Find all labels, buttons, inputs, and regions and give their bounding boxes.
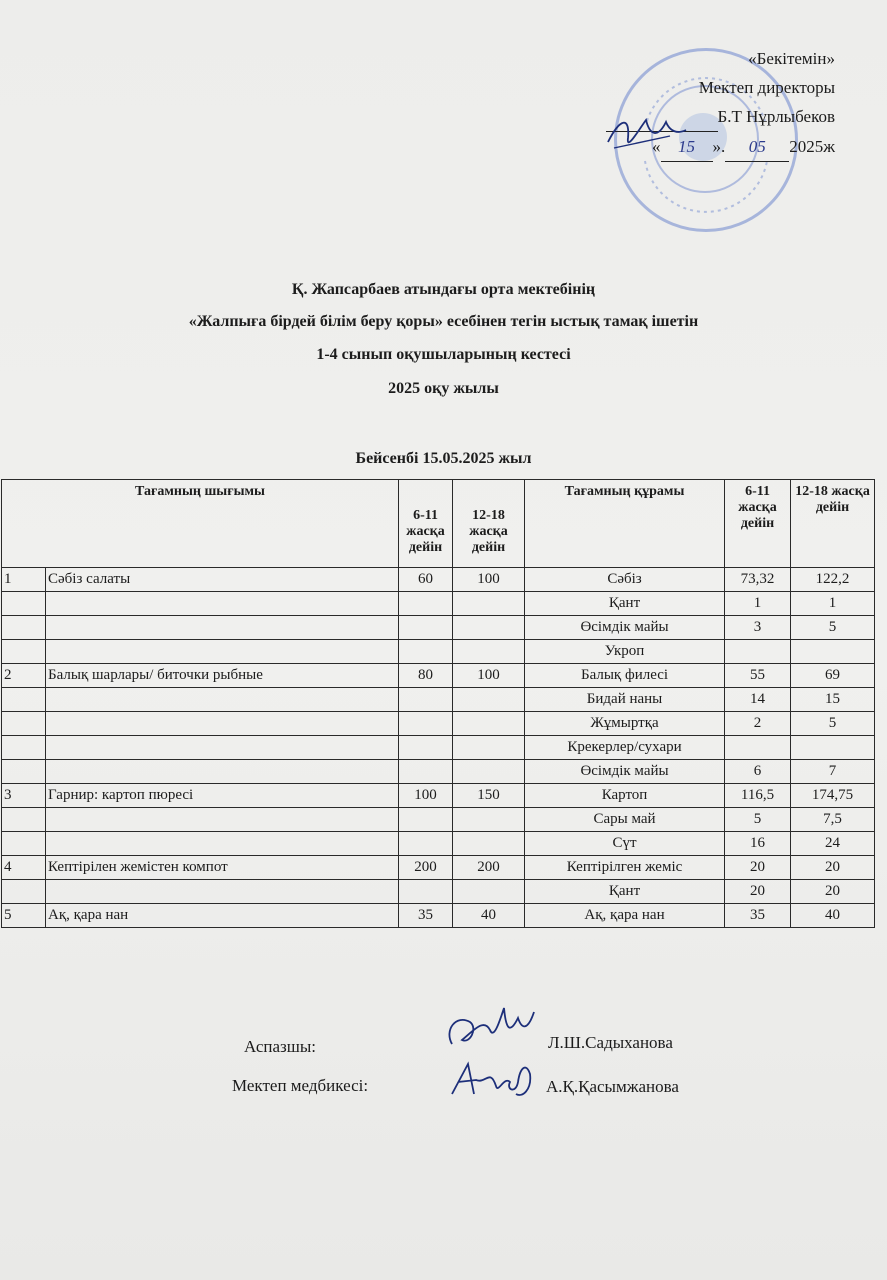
ingredient-12-18: 122,2 [791, 568, 875, 592]
cook-name: Л.Ш.Садыханова [548, 1033, 673, 1052]
cook-signature [440, 1000, 540, 1060]
empty-cell [46, 616, 399, 640]
empty-cell [399, 592, 453, 616]
date-quote-open: « [652, 137, 661, 156]
empty-cell [46, 760, 399, 784]
ingredient-6-11: 5 [725, 808, 791, 832]
date-day: 15 [661, 132, 713, 162]
row-number: 1 [2, 568, 46, 592]
empty-cell [399, 640, 453, 664]
table-row [2, 712, 875, 736]
empty-cell [2, 808, 46, 832]
header-composition: Тағамның құрамы [525, 480, 725, 568]
empty-cell [453, 712, 525, 736]
ingredient-name: Сәбіз [525, 568, 725, 592]
header-age-6-11: 6-11 жасқа дейін [399, 480, 453, 568]
empty-cell [453, 736, 525, 760]
heading-day: Бейсенбі 15.05.2025 жыл [355, 450, 532, 467]
ingredient-6-11: 20 [725, 880, 791, 904]
ingredient-12-18: 1 [791, 592, 875, 616]
ingredient-6-11: 116,5 [725, 784, 791, 808]
empty-cell [399, 832, 453, 856]
nurse-label: Мектеп медбикесі: [232, 1076, 369, 1095]
director-signature [600, 108, 690, 158]
empty-cell [399, 880, 453, 904]
row-number: 3 [2, 784, 46, 808]
ingredient-6-11 [725, 736, 791, 760]
menu-table [1, 479, 875, 928]
header-age-12-18: 12-18 жасқа дейін [453, 480, 525, 568]
table-row [2, 640, 875, 664]
ingredient-12-18: 69 [791, 664, 875, 688]
cook-label: Аспазшы: [244, 1037, 316, 1056]
dish-name: Ақ, қара нан [46, 904, 399, 928]
heading-grades: 1-4 сынып оқушыларының кестесі [316, 346, 571, 363]
ingredient-6-11: 6 [725, 760, 791, 784]
ingredient-12-18 [791, 736, 875, 760]
dish-name: Гарнир: картоп пюресі [46, 784, 399, 808]
dish-name: Кептірілен жемістен компот [46, 856, 399, 880]
heading-year: 2025 оқу жылы [388, 380, 499, 397]
date-month: 05 [725, 132, 789, 162]
heading-school: Қ. Жапсарбаев атындағы орта мектебінің [291, 281, 596, 298]
table-row [2, 664, 875, 688]
empty-cell [453, 616, 525, 640]
empty-cell [46, 880, 399, 904]
ingredient-6-11: 14 [725, 688, 791, 712]
ingredient-name: Балық филесі [525, 664, 725, 688]
ingredient-name: Крекерлер/сухари [525, 736, 725, 760]
header-age-6-11-ingredients: 6-11 жасқа дейін [725, 480, 791, 568]
empty-cell [399, 760, 453, 784]
ingredient-6-11: 73,32 [725, 568, 791, 592]
approval-title: «Бекітемін» [748, 49, 835, 68]
dish-output-12-18: 100 [453, 664, 525, 688]
ingredient-6-11: 35 [725, 904, 791, 928]
ingredient-6-11: 16 [725, 832, 791, 856]
ingredient-6-11: 3 [725, 616, 791, 640]
empty-cell [2, 712, 46, 736]
ingredient-name: Жұмыртқа [525, 712, 725, 736]
ingredient-12-18: 7 [791, 760, 875, 784]
ingredient-12-18: 40 [791, 904, 875, 928]
table-row [2, 688, 875, 712]
table-row [2, 592, 875, 616]
empty-cell [46, 592, 399, 616]
empty-cell [2, 880, 46, 904]
dish-output-12-18: 40 [453, 904, 525, 928]
empty-cell [46, 712, 399, 736]
dish-output-6-11: 200 [399, 856, 453, 880]
dish-output-6-11: 60 [399, 568, 453, 592]
ingredient-name: Сүт [525, 832, 725, 856]
dish-name: Сәбіз салаты [46, 568, 399, 592]
table-row [2, 856, 875, 880]
date-separator: ». [712, 137, 726, 156]
row-number: 4 [2, 856, 46, 880]
ingredient-12-18: 24 [791, 832, 875, 856]
header-dish-output: Тағамның шығымы [2, 480, 399, 568]
header-age-12-18-ingredients: 12-18 жасқа дейін [791, 480, 875, 568]
table-row [2, 832, 875, 856]
empty-cell [2, 592, 46, 616]
date-year: 2025ж [789, 137, 835, 156]
empty-cell [399, 736, 453, 760]
ingredient-12-18: 20 [791, 856, 875, 880]
dish-output-6-11: 80 [399, 664, 453, 688]
empty-cell [2, 760, 46, 784]
heading-fund: «Жалпыға бірдей білім беру қоры» есебінен тегін ыстық тамақ ішетін [188, 313, 699, 330]
table-row [2, 616, 875, 640]
director-name: Б.Т Нұрлыбеков [717, 107, 835, 126]
table-row [2, 808, 875, 832]
empty-cell [2, 616, 46, 640]
dish-output-12-18: 200 [453, 856, 525, 880]
empty-cell [399, 616, 453, 640]
row-number: 2 [2, 664, 46, 688]
empty-cell [2, 832, 46, 856]
ingredient-6-11 [725, 640, 791, 664]
empty-cell [453, 688, 525, 712]
ingredient-name: Бидай наны [525, 688, 725, 712]
ingredient-12-18: 174,75 [791, 784, 875, 808]
table-row [2, 784, 875, 808]
ingredient-name: Укроп [525, 640, 725, 664]
dish-output-12-18: 150 [453, 784, 525, 808]
dish-name: Балық шарлары/ биточки рыбные [46, 664, 399, 688]
empty-cell [453, 760, 525, 784]
ingredient-12-18: 5 [791, 712, 875, 736]
dish-output-6-11: 100 [399, 784, 453, 808]
ingredient-12-18 [791, 640, 875, 664]
ingredient-name: Сары май [525, 808, 725, 832]
empty-cell [46, 688, 399, 712]
empty-cell [453, 808, 525, 832]
ingredient-name: Өсімдік майы [525, 616, 725, 640]
ingredient-name: Картоп [525, 784, 725, 808]
empty-cell [2, 640, 46, 664]
empty-cell [453, 640, 525, 664]
empty-cell [46, 808, 399, 832]
empty-cell [46, 736, 399, 760]
empty-cell [399, 712, 453, 736]
ingredient-12-18: 5 [791, 616, 875, 640]
ingredient-6-11: 20 [725, 856, 791, 880]
ingredient-name: Қант [525, 592, 725, 616]
ingredient-6-11: 2 [725, 712, 791, 736]
empty-cell [399, 808, 453, 832]
table-row [2, 904, 875, 928]
empty-cell [2, 736, 46, 760]
table-row [2, 736, 875, 760]
ingredient-name: Қант [525, 880, 725, 904]
empty-cell [2, 688, 46, 712]
ingredient-name: Ақ, қара нан [525, 904, 725, 928]
empty-cell [46, 832, 399, 856]
ingredient-6-11: 1 [725, 592, 791, 616]
table-row [2, 760, 875, 784]
menu-table-body [2, 568, 875, 928]
ingredient-12-18: 20 [791, 880, 875, 904]
table-row [2, 568, 875, 592]
dish-output-12-18: 100 [453, 568, 525, 592]
dish-output-6-11: 35 [399, 904, 453, 928]
empty-cell [46, 640, 399, 664]
row-number: 5 [2, 904, 46, 928]
nurse-name: А.Қ.Қасымжанова [546, 1077, 679, 1096]
ingredient-6-11: 55 [725, 664, 791, 688]
empty-cell [453, 880, 525, 904]
ingredient-name: Кептірілген жеміс [525, 856, 725, 880]
nurse-signature [446, 1054, 536, 1104]
ingredient-12-18: 15 [791, 688, 875, 712]
ingredient-12-18: 7,5 [791, 808, 875, 832]
ingredient-name: Өсімдік майы [525, 760, 725, 784]
empty-cell [399, 688, 453, 712]
approval-position: Мектеп директоры [698, 78, 835, 97]
table-row [2, 880, 875, 904]
empty-cell [453, 832, 525, 856]
empty-cell [453, 592, 525, 616]
